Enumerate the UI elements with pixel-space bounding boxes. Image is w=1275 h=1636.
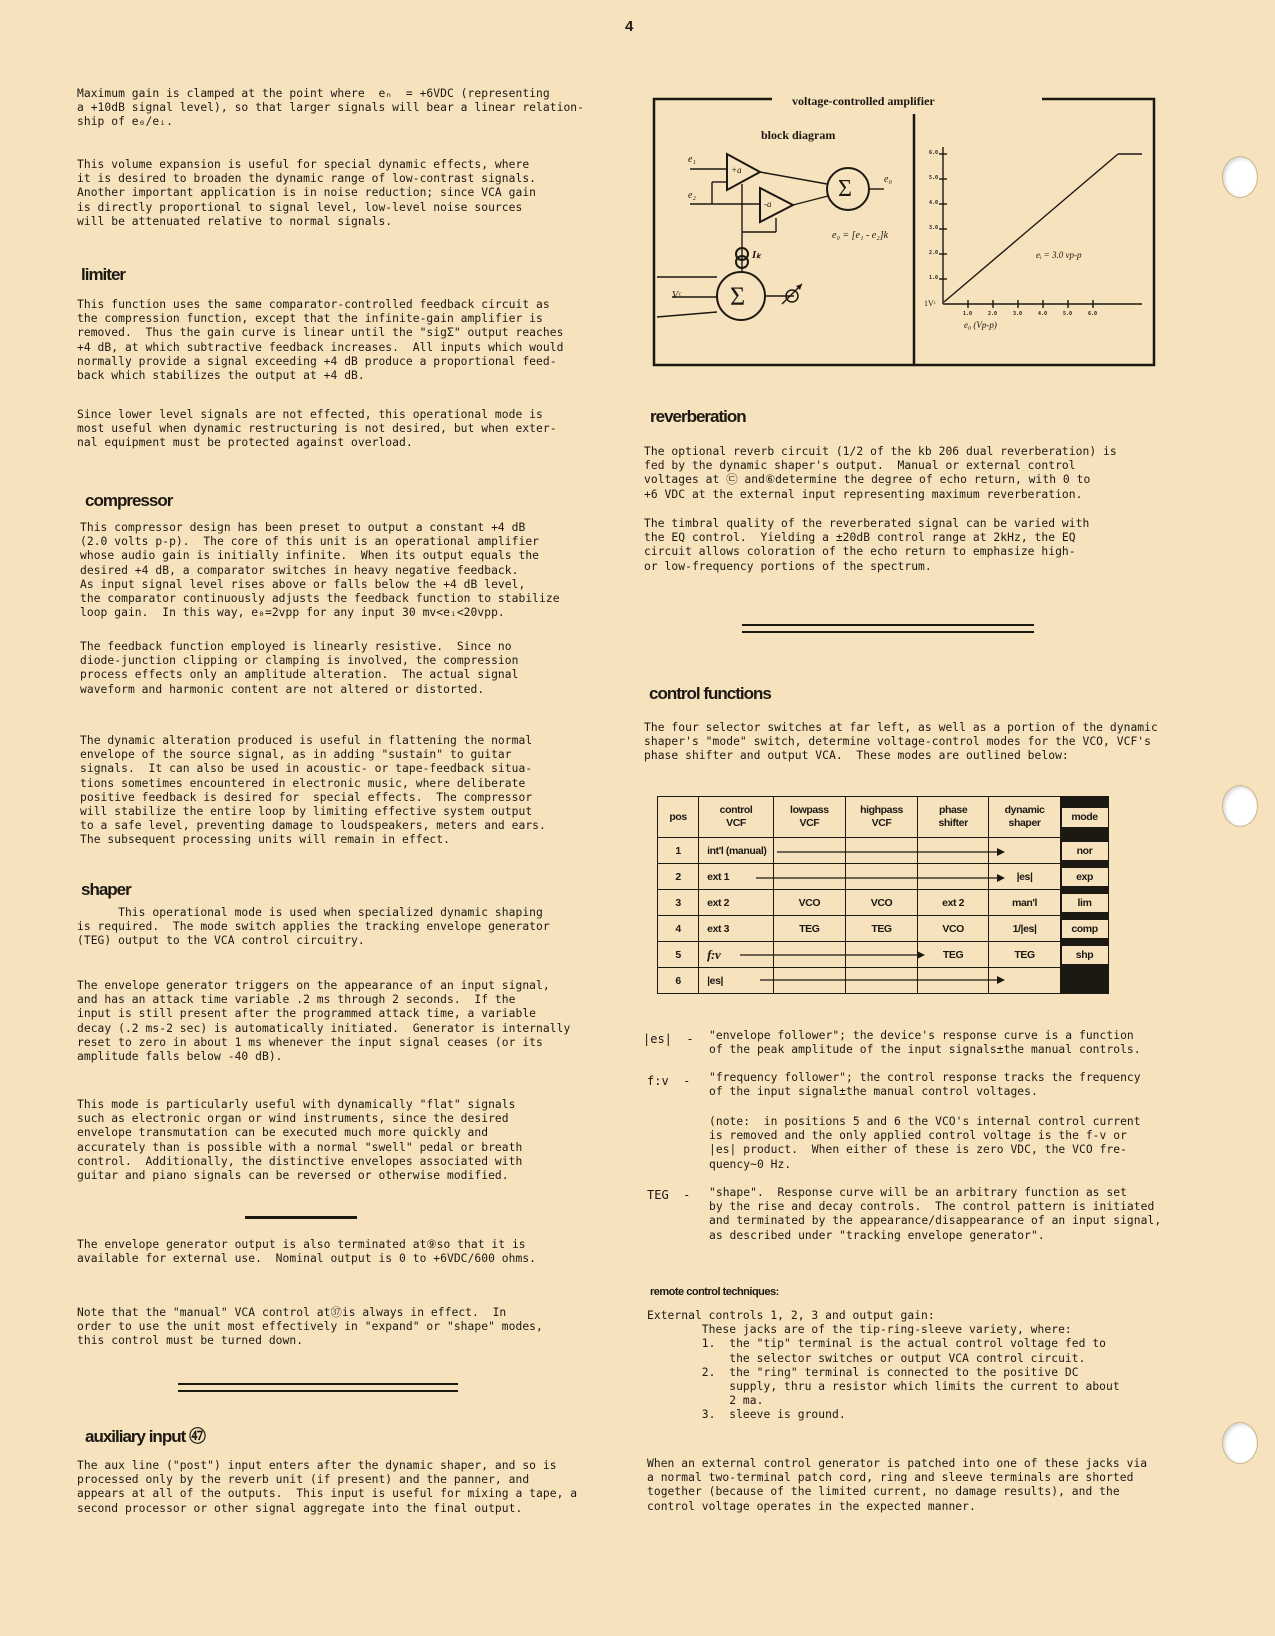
cell-lowpass bbox=[773, 864, 845, 890]
formula: e₀ = [e₁ - e₂]k bbox=[832, 230, 889, 241]
header-dynamic-shaper: dynamic shaper bbox=[989, 797, 1061, 838]
cell-pos: 5 bbox=[658, 942, 699, 968]
graph-y-tick: 5.0 bbox=[929, 175, 939, 181]
cell-control: ext 1 bbox=[699, 864, 774, 890]
graph-curve-label: eᵢ = 3.0 vp-p bbox=[1036, 250, 1082, 260]
heading-remote-control: remote control techniques: bbox=[650, 1286, 779, 1298]
header-pos: pos bbox=[658, 797, 699, 838]
paragraph-control-functions: The four selector switches at far left, as well as a portion of the dynamic shaper's "mode" switch, determine voltage-control modes for the VCO, VCF's phase shifter and output VCA. These modes are outlined below: bbox=[644, 721, 1158, 763]
graph-y-tick: 1.0 bbox=[929, 275, 939, 281]
cell-lowpass: VCO bbox=[773, 890, 845, 916]
cell-phase bbox=[918, 968, 989, 994]
graph-y-tick: 3.0 bbox=[929, 225, 939, 231]
table-row bbox=[658, 916, 1109, 942]
graph-x-tick: 6.0 bbox=[1088, 311, 1098, 317]
paragraph-external-generator: When an external control generator is patched into one of these jacks via a normal two-terminal patch cord, ring and sleeve terminals are shorted together (because of the limited current, no damage results), and the control voltage operates in the expected manner. bbox=[647, 1457, 1148, 1513]
amp-plus-label: +a bbox=[731, 165, 742, 175]
cell-control: |es| bbox=[699, 968, 774, 994]
graph-x-tick: 1.0 bbox=[963, 311, 973, 317]
label-e1: e₁ bbox=[688, 154, 696, 165]
graph-x-tick: 3.0 bbox=[1013, 311, 1023, 317]
graph-x-tick: 2.0 bbox=[988, 311, 998, 317]
heading-limiter: limiter bbox=[81, 265, 126, 284]
definition-teg: "shape". Response curve will be an arbitrary function as set by the rise and decay controls. The control pattern is initiated and terminated by the appearance/disappearance of an input signal, as described under "tracking envelope generator". bbox=[709, 1186, 1162, 1242]
page-number: 4 bbox=[625, 18, 634, 35]
cell-highpass: VCO bbox=[845, 890, 917, 916]
header-phase-shifter: phase shifter bbox=[918, 797, 989, 838]
term-teg: TEG - bbox=[647, 1188, 691, 1202]
cell-lowpass: TEG bbox=[773, 916, 845, 942]
diagram-subtitle: block diagram bbox=[761, 128, 836, 142]
diagram-title: voltage-controlled amplifier bbox=[792, 94, 935, 108]
cell-shaper bbox=[989, 838, 1061, 864]
divider-double-right-bottom bbox=[742, 631, 1034, 633]
paragraph-manual-vca: Note that the "manual" VCA control at㊲is always in effect. In order to use the unit most effectively in "expand" or "shape" modes, this control must be turned down. bbox=[77, 1306, 543, 1348]
graph-y-tick: 4.0 bbox=[929, 200, 939, 206]
heading-control-functions: control functions bbox=[649, 684, 771, 703]
paragraph-envelope-output: The envelope generator output is also terminated at⑨so that it is available for external use. Nominal output is 0 to +6VDC/600 ohms. bbox=[77, 1238, 537, 1266]
graph-y-axis-label: 1Vᶜ bbox=[924, 299, 936, 308]
cell-lowpass bbox=[773, 968, 845, 994]
table-header-row bbox=[658, 797, 1109, 838]
binder-hole-top bbox=[1222, 156, 1258, 198]
definition-frequency-follower: "frequency follower"; the control response tracks the frequency of the input signal±the manual control voltages. bbox=[709, 1071, 1141, 1099]
heading-auxiliary-input: auxiliary input ㊼ bbox=[85, 1427, 205, 1446]
control-modes-table bbox=[657, 796, 1109, 994]
cell-mode: comp bbox=[1061, 916, 1109, 942]
cell-phase bbox=[918, 864, 989, 890]
paragraph-shaper-3: This mode is particularly useful with dynamically "flat" signals such as electronic organ or wind instruments, since the desired envelope transmutation can be executed much more quickly and accurately than is possible with a normal "swell" pedal or breath control. Additionally, the distinctive envelopes associated with guitar and piano signals can be reversed or otherwise modified. bbox=[77, 1098, 523, 1183]
vca-diagram bbox=[652, 92, 1157, 368]
cell-phase: ext 2 bbox=[918, 890, 989, 916]
paragraph-compressor-1: This compressor design has been preset to output a constant +4 dB (2.0 volts p-p). The core of this unit is an operational amplifier whose audio gain is initially infinite. When its output equals the desired +4 dB, a comparator switches in heavy negative feedback. As input signal level rises above or falls below the +4 dB level, the comparator continuously adjusts the feedback function to stabilize loop gain. In this way, e₀=2vpp for any input 30 mv<eᵢ<20vpp. bbox=[80, 521, 560, 620]
heading-compressor: compressor bbox=[85, 491, 173, 510]
paragraph-reverb-2: The timbral quality of the reverberated signal can be varied with the EQ control. Yielding a ±20dB control range at 2kHz, the EQ circuit allows coloration of the echo return to emphasize high- or low-frequency portions of the spectrum. bbox=[644, 517, 1090, 573]
cell-shaper bbox=[989, 968, 1061, 994]
term-envelope-follower: |es| - bbox=[643, 1032, 694, 1046]
cell-pos: 4 bbox=[658, 916, 699, 942]
header-lowpass-vcf: lowpass VCF bbox=[773, 797, 845, 838]
cell-pos: 6 bbox=[658, 968, 699, 994]
cell-highpass bbox=[845, 968, 917, 994]
table-row bbox=[658, 890, 1109, 916]
label-vc: Vᶜ bbox=[672, 290, 681, 301]
cell-shaper: man'l bbox=[989, 890, 1061, 916]
sigma-bottom: Σ bbox=[730, 282, 746, 311]
cell-pos: 1 bbox=[658, 838, 699, 864]
paragraph-compressor-2: The feedback function employed is linearly resistive. Since no diode-junction clipping or clamping is involved, the compression process effects only an amplitude alteration. The actual signal waveform and harmonic content are not altered or distorted. bbox=[80, 640, 519, 696]
cell-lowpass bbox=[773, 942, 845, 968]
cell-control: ext 3 bbox=[699, 916, 774, 942]
cell-phase bbox=[918, 838, 989, 864]
label-eo: e₀ bbox=[884, 174, 892, 185]
cell-control: ext 2 bbox=[699, 890, 774, 916]
cell-highpass: TEG bbox=[845, 916, 917, 942]
graph-x-tick: 5.0 bbox=[1063, 311, 1073, 317]
cell-highpass bbox=[845, 864, 917, 890]
cell-shaper: TEG bbox=[989, 942, 1061, 968]
binder-hole-middle bbox=[1222, 785, 1258, 827]
graph-x-axis-label: e₀ (Vp-p) bbox=[964, 320, 997, 330]
label-e2: e₂ bbox=[688, 190, 696, 201]
divider-double-left-bottom bbox=[178, 1390, 458, 1392]
note-positions-5-6: (note: in positions 5 and 6 the VCO's internal control current is removed and the only applied control voltage is the f-v or |es| product. When either of these is zero VDC, the VCO fre- quency~0 Hz. bbox=[709, 1115, 1141, 1171]
cell-phase: TEG bbox=[918, 942, 989, 968]
header-mode: mode bbox=[1061, 797, 1109, 838]
label-ik: Iₖ bbox=[752, 249, 761, 261]
paragraph-remote-control: External controls 1, 2, 3 and output gain: These jacks are of the tip-ring-sleeve variety, where: 1. the "tip" terminal is the actual control voltage fed to the selector switches or output VCA control circuit. 2. the "ring" terminal is connected to the positive DC supply, thru a resistor which limits the current to about 2 ma. 3. sleeve is ground. bbox=[647, 1309, 1120, 1422]
term-frequency-follower: f:v - bbox=[647, 1074, 691, 1088]
cell-control: f:v bbox=[699, 942, 774, 968]
paragraph-volume-expansion: This volume expansion is useful for special dynamic effects, where it is desired to broaden the dynamic range of low-contrast signals. Another important application is in noise reduction; since VCA gain is directly proportional to signal level, low-level noise sources will be attenuated relative to normal signals. bbox=[77, 158, 537, 228]
table-row bbox=[658, 864, 1109, 890]
header-highpass-vcf: highpass VCF bbox=[845, 797, 917, 838]
divider-double-right-top bbox=[742, 624, 1034, 626]
table-row bbox=[658, 838, 1109, 864]
header-control-vcf: control VCF bbox=[699, 797, 774, 838]
table-row bbox=[658, 942, 1109, 968]
cell-highpass bbox=[845, 942, 917, 968]
paragraph-auxiliary-input: The aux line ("post") input enters after the dynamic shaper, and so is processed only by the reverb unit (if present) and the panner, and appears at all of the outputs. This input is useful for mixing a tape, a second processor or other signal aggregate into the final output. bbox=[77, 1459, 578, 1515]
cell-mode: shp bbox=[1061, 942, 1109, 968]
cell-mode bbox=[1061, 968, 1109, 994]
cell-mode: exp bbox=[1061, 864, 1109, 890]
paragraph-limiter-1: This function uses the same comparator-controlled feedback circuit as the compression function, except that the infinite-gain amplifier is removed. Thus the gain curve is linear until the "sigΣ" output reaches +4 dB, at which subtractive feedback increases. All inputs which would normally provide a signal exceeding +4 dB produce a proportional feed- back which stabilizes the output at +4 dB. bbox=[77, 298, 564, 383]
heading-reverberation: reverberation bbox=[650, 407, 746, 426]
paragraph-compressor-3: The dynamic alteration produced is useful in flattening the normal envelope of the source signal, as in adding "sustain" to guitar signals. It can also be used in acoustic- or tape-feedback situa- tions sometimes encountered in electronic music, where deliberate positive feedback is desired for special effects. The compressor will stabilize the entire loop by limiting effective system output to a safe level, preventing damage to loudspeakers, meters and ears. The subsequent processing units will remain in effect. bbox=[80, 734, 546, 847]
paragraph-shaper-2: The envelope generator triggers on the appearance of an input signal, and has an attack time variable .2 ms through 2 seconds. If the input is still present after the programmed attack time, a variable decay (.2 ms-2 sec) is automatically initiated. Generator is internally reset to zero in about 1 ms whenever the input signal ceases (or its amplitude falls below -40 dB). bbox=[77, 979, 571, 1064]
binder-hole-bottom bbox=[1222, 1422, 1258, 1464]
paragraph-shaper-1: This operational mode is used when specialized dynamic shaping is required. The mode switch applies the tracking envelope generator (TEG) output to the VCA control circuitry. bbox=[77, 906, 550, 948]
paragraph-max-gain: Maximum gain is clamped at the point where eₙ = +6VDC (representing a +10dB signal level), so that larger signals will bear a linear relation- ship of e₀/eᵢ. bbox=[77, 87, 584, 129]
cell-lowpass bbox=[773, 838, 845, 864]
definition-envelope-follower: "envelope follower"; the device's response curve is a function of the peak amplitude of the input signals±the manual controls. bbox=[709, 1029, 1141, 1057]
heading-shaper: shaper bbox=[81, 880, 131, 899]
graph-y-tick: 2.0 bbox=[929, 250, 939, 256]
cell-mode: nor bbox=[1061, 838, 1109, 864]
cell-shaper: 1/|es| bbox=[989, 916, 1061, 942]
cell-shaper: |es| bbox=[989, 864, 1061, 890]
cell-mode: lim bbox=[1061, 890, 1109, 916]
amp-minus-label: -a bbox=[764, 199, 772, 209]
divider-short bbox=[245, 1216, 357, 1219]
cell-pos: 3 bbox=[658, 890, 699, 916]
paragraph-limiter-2: Since lower level signals are not effected, this operational mode is most useful when dynamic restructuring is not desired, but when exter- nal equipment must be protected against overload. bbox=[77, 408, 557, 450]
table-row bbox=[658, 968, 1109, 994]
paragraph-reverb-1: The optional reverb circuit (1/2 of the kb 206 dual reverberation) is fed by the dynamic shaper's output. Manual or external control voltages at ㉢ and⑥determine the degree of echo return, with 0 to +6 VDC at the external input representing maximum reverberation. bbox=[644, 445, 1117, 501]
graph-x-tick: 4.0 bbox=[1038, 311, 1048, 317]
cell-highpass bbox=[845, 838, 917, 864]
cell-pos: 2 bbox=[658, 864, 699, 890]
sigma-top: Σ bbox=[838, 176, 852, 202]
cell-control: int'l (manual) bbox=[699, 838, 774, 864]
divider-double-left-top bbox=[178, 1383, 458, 1385]
cell-phase: VCO bbox=[918, 916, 989, 942]
graph-y-tick: 6.0 bbox=[929, 150, 939, 156]
